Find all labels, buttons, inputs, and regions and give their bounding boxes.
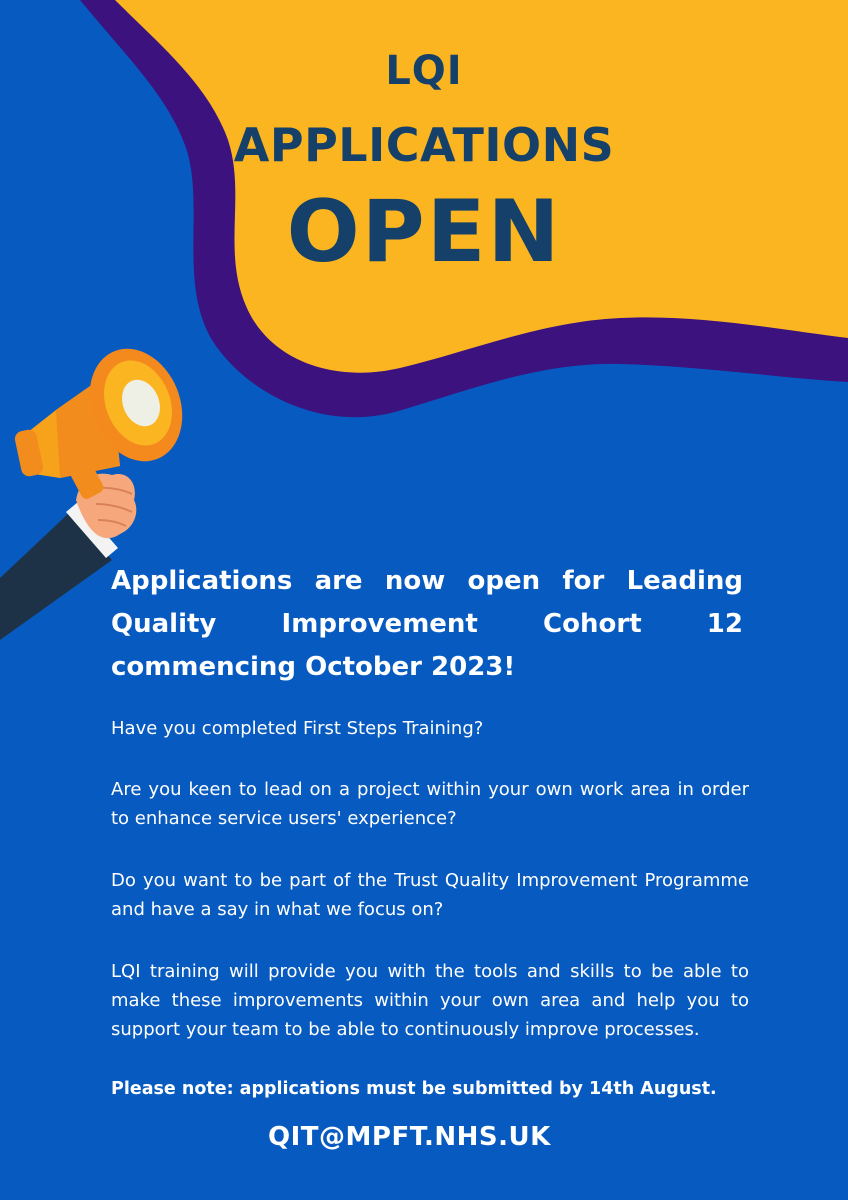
title-lqi: LQI (385, 48, 463, 94)
deadline-note: Please note: applications must be submitted by 14th August. (111, 1079, 717, 1099)
title-applications: APPLICATIONS (233, 118, 615, 172)
training-description: LQI training will provide you with the tools and skills to be able to make these improvements within your own area and help you to support your team to be able to continuously improve processes. (111, 961, 749, 1040)
question-lead-project: Are you keen to lead on a project within your own work area in order to enhance service users' experience? (111, 779, 749, 829)
headline: Applications are now open for Leading Quality Improvement Cohort 12 commencing October 2023! (111, 566, 743, 682)
question-first-steps: Have you completed First Steps Training? (111, 718, 484, 739)
question-qi-programme: Do you want to be part of the Trust Quality Improvement Programme and have a say in what we focus on? (111, 870, 749, 920)
contact-email[interactable]: QIT@MPFT.NHS.UK (268, 1122, 551, 1152)
title-open: OPEN (286, 182, 562, 282)
